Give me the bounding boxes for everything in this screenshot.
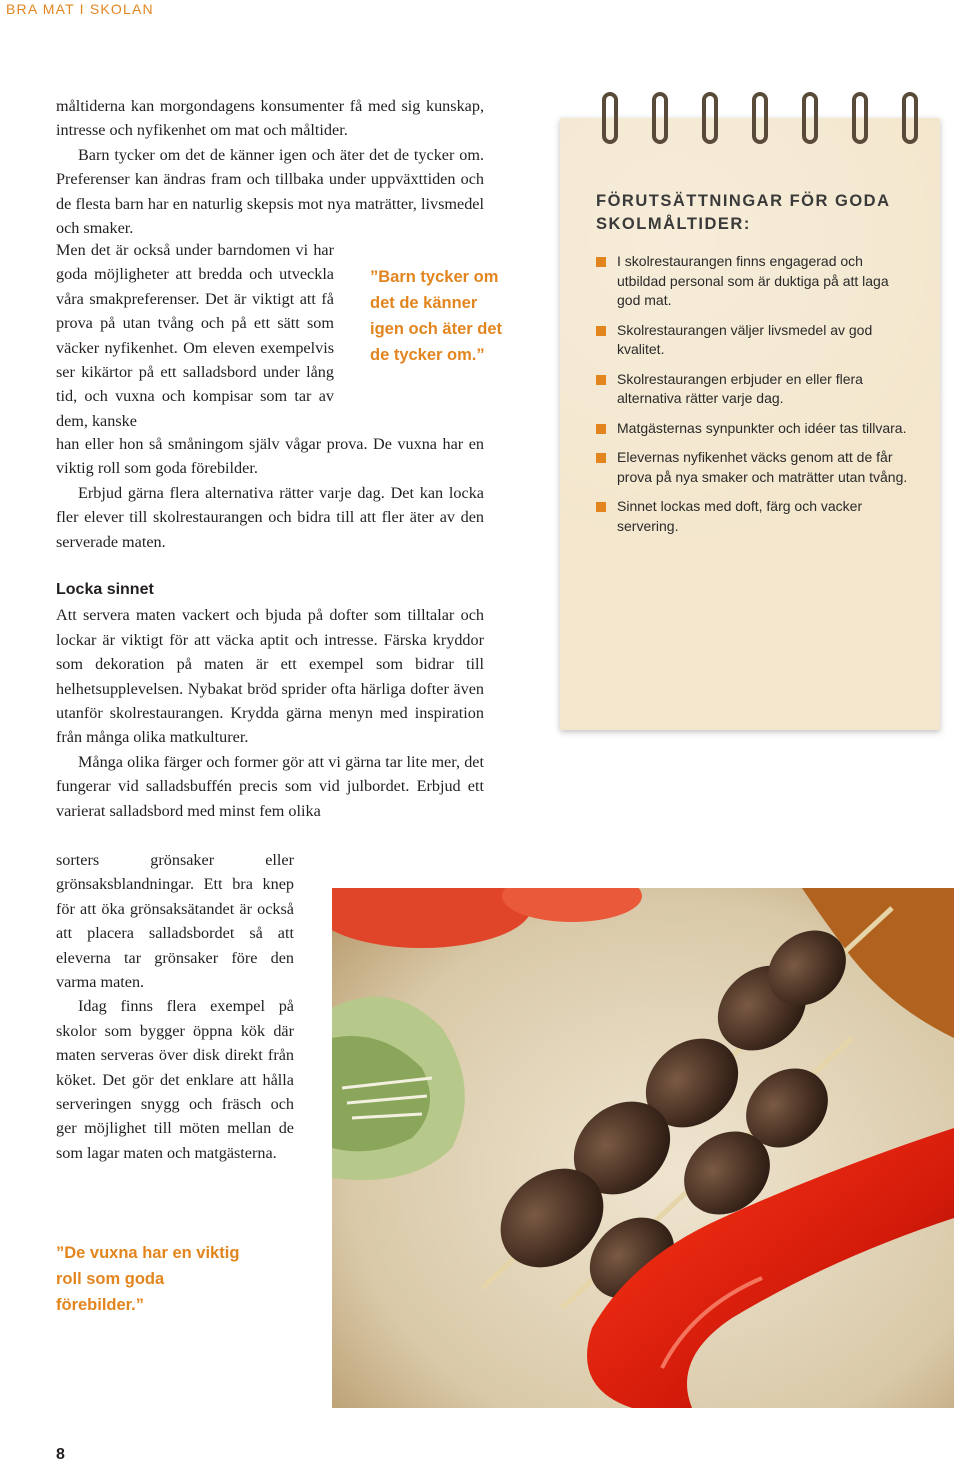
spiral-ring bbox=[852, 92, 868, 144]
section-locka-sinnet bbox=[56, 578, 484, 823]
square-bullet-icon bbox=[596, 424, 606, 434]
list-item: I skolrestaurangen finns engagerad och utbildad personal som är duktiga på att laga god mat. bbox=[596, 252, 914, 311]
section-heading: Locka sinnet bbox=[56, 581, 154, 598]
spiral-binding bbox=[590, 92, 940, 152]
notepad-title: FÖRUTSÄTTNINGAR FÖR GODA SKOLMÅLTIDER: bbox=[596, 192, 890, 233]
square-bullet-icon bbox=[596, 453, 606, 463]
notepad-list bbox=[596, 252, 914, 546]
list-item: Sinnet lockas med doft, färg och vacker servering. bbox=[596, 497, 914, 536]
intro-paragraph-3a: Men det är också under barndomen vi har goda möjligheter att bredda och utveckla våra smakpreferenser. Det är viktigt att få prova på utan tvång och på ett sätt som väcker nyfikenhet. Om eleven exempelvis ser kikärtor på ett salladsbord under lång tid, och vuxna och kompisar som tar av dem, kanske bbox=[56, 241, 334, 430]
pull-quote-adults: ”De vuxna har en viktig roll som goda förebilder.” bbox=[56, 1244, 240, 1314]
spiral-ring bbox=[802, 92, 818, 144]
section-paragraph-2a: Många olika färger och former gör att vi gärna tar lite mer, det fungerar vid salladsbuffén precis som vid julbordet. Erbjud ett varierat salladsbord med minst fem olika bbox=[56, 752, 484, 820]
list-item: Skolrestaurangen erbjuder en eller flera alternativa rätter varje dag. bbox=[596, 370, 914, 409]
spiral-ring bbox=[702, 92, 718, 144]
section-paragraph-3: Idag finns flera exempel på skolor som bygger öppna kök där maten serveras över disk direkt från köket. Det gör det enklare att hålla serveringen snygg och fräsch och ger möjlighet till möten mellan de som lagar maten och matgästerna. bbox=[56, 997, 294, 1162]
page-number: 8 bbox=[56, 1446, 65, 1463]
section-paragraph-1: Att servera maten vackert och bjuda på dofter som tilltalar och lockar är viktigt för att väcka aptit och intresse. Färska kryddor som dekoration på maten är ett exempel som bidrar till helhetsupplevelsen. Nybakat bröd sprider ofta härliga dofter även utanför skolrestaurangen. Krydda gärna menyn med inspiration från många olika matkulturer. bbox=[56, 606, 484, 747]
square-bullet-icon bbox=[596, 375, 606, 385]
spiral-ring bbox=[652, 92, 668, 144]
intro-paragraph-2: Barn tycker om det de känner igen och äter det de tycker om. Preferenser kan ändras fram och tillbaka under uppväxttiden och de flesta barn har en naturlig skepsis mot nya maträtter, livsmedel och smaker. bbox=[56, 145, 484, 238]
list-item: Matgästernas synpunkter och idéer tas tillvara. bbox=[596, 419, 914, 439]
square-bullet-icon bbox=[596, 326, 606, 336]
spiral-ring bbox=[752, 92, 768, 144]
section-paragraph-2b: sorters grönsaker eller grönsaksblandningar. Ett bra knep för att öka grönsaksätandet är också att placera salladsbordet så att eleverna tar grönsaker före den varma maten. bbox=[56, 851, 294, 992]
pull-quote-children: ”Barn tycker om det de känner igen och äter det de tycker om.” bbox=[370, 268, 503, 364]
square-bullet-icon bbox=[596, 257, 606, 267]
spiral-ring bbox=[602, 92, 618, 144]
section-header: BRA MAT I SKOLAN bbox=[6, 1, 154, 17]
list-item: Elevernas nyfikenhet väcks genom att de får prova på nya smaker och maträtter utan tvång. bbox=[596, 448, 914, 487]
intro-continued-text bbox=[56, 432, 484, 554]
intro-paragraph-1: måltiderna kan morgondagens konsumenter få med sig kunskap, intresse och nyfikenhet om mat och måltider. bbox=[56, 97, 484, 140]
intro-text bbox=[56, 94, 484, 240]
intro-narrow-text bbox=[56, 238, 334, 433]
square-bullet-icon bbox=[596, 502, 606, 512]
intro-paragraph-3b: han eller hon så småningom själv vågar prova. De vuxna har en viktig roll som goda förebilder. bbox=[56, 435, 484, 478]
food-photo bbox=[332, 888, 954, 1408]
intro-paragraph-4: Erbjud gärna flera alternativa rätter varje dag. Det kan locka fler elever till skolrestaurangen och bidra till att fler äter av den serverade maten. bbox=[56, 483, 484, 551]
kebab-plate-illustration bbox=[332, 888, 954, 1408]
spiral-ring bbox=[902, 92, 918, 144]
section-narrow-text bbox=[56, 848, 294, 1165]
list-item: Skolrestaurangen väljer livsmedel av god kvalitet. bbox=[596, 321, 914, 360]
